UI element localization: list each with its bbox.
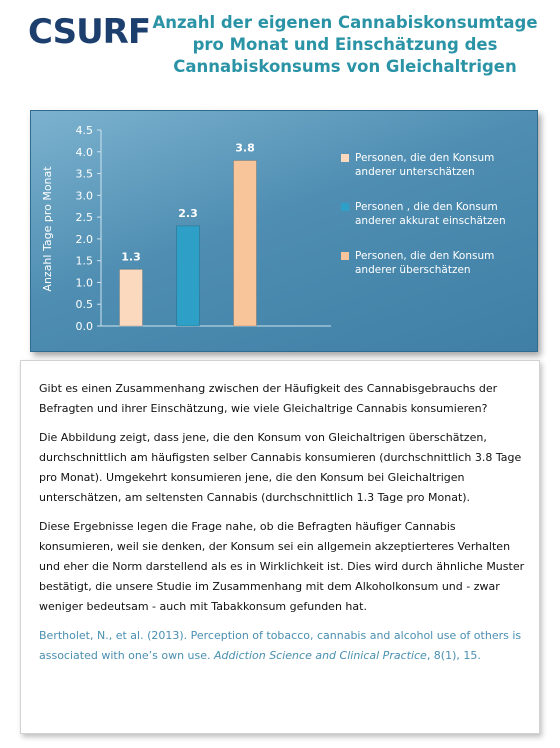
- description-text: [39, 379, 527, 675]
- citation-authors: Bertholet, N., et al. (2013). Perception of tobacco, cannabis and alcohol use of others is associated with one’s own use.: [39, 629, 522, 662]
- y-axis: [76, 124, 332, 333]
- legend-swatch-accurate: [341, 203, 349, 211]
- y-tick-label: 1.0: [75, 276, 93, 290]
- legend-label-overestimate: Personen, die den Konsum anderer überschätzen: [355, 250, 495, 276]
- citation: [39, 626, 527, 666]
- citation-volume: , 8(1), 15.: [426, 649, 481, 662]
- legend: [341, 151, 531, 298]
- chart-panel: [30, 110, 538, 352]
- csurf-logo: [28, 12, 151, 52]
- data-label: 3.8: [235, 141, 255, 155]
- y-tick-label: 4.5: [75, 124, 93, 137]
- y-axis-label: Anzahl Tage pro Monat: [41, 166, 54, 292]
- data-label: 1.3: [121, 250, 141, 264]
- legend-swatch-underestimate: [341, 154, 349, 162]
- legend-label-accurate: Personen , die den Konsum anderer akkurat einschätzen: [355, 201, 506, 227]
- bars: [120, 141, 257, 326]
- legend-label-underestimate: Personen, die den Konsum anderer unterschätzen: [355, 152, 495, 178]
- page-title: Anzahl der eigenen Cannabiskonsumtage pro Monat und Einschätzung des Cannabiskonsums von Gleichaltrigen: [152, 13, 538, 76]
- y-tick-label: 3.5: [75, 167, 93, 181]
- data-label: 2.3: [178, 206, 198, 220]
- y-tick-label: 0.0: [75, 320, 93, 333]
- bar: [120, 269, 143, 326]
- y-tick-label: 2.0: [75, 232, 93, 246]
- bar: [177, 226, 200, 326]
- legend-swatch-overestimate: [341, 252, 349, 260]
- y-tick-label: 0.5: [75, 298, 93, 312]
- citation-journal: Addiction Science and Clinical Practice: [214, 649, 427, 662]
- paragraph-interpretation: Diese Ergebnisse legen die Frage nahe, ob die Befragten häufiger Cannabis konsumieren, weil sie denken, der Konsum sei ein allgemein akzeptierteres Verhalten und eher die Norm darstellend als es in Wirklichkeit ist. Dies wird durch ähnliche Muster bestätigt, die unsere Studie im Zusammenhang mit dem Alkoholkonsum und - zwar weniger bedeutsam - auch mit Tabakkonsum gefunden hat.: [39, 520, 525, 613]
- legend-item-overestimate: [341, 249, 531, 277]
- y-tick-label: 3.0: [75, 189, 93, 203]
- y-tick-label: 4.0: [75, 145, 93, 159]
- y-tick-label: 1.5: [75, 254, 93, 268]
- y-tick-label: 2.5: [75, 211, 93, 225]
- description-panel: [20, 360, 540, 734]
- legend-item-accurate: [341, 200, 531, 228]
- legend-item-underestimate: [341, 151, 531, 179]
- paragraph-question: Gibt es einen Zusammenhang zwischen der Häufigkeit des Cannabisgebrauchs der Befragten und ihrer Einschätzung, wie viele Gleichaltrige Cannabis konsumieren?: [39, 382, 498, 415]
- bar: [234, 160, 257, 326]
- logo-text: CSURF: [28, 12, 151, 52]
- paragraph-finding: Die Abbildung zeigt, dass jene, die den Konsum von Gleichaltrigen überschätzen, durchschnittlich am häufigsten selber Cannabis konsumieren (durchschnittlich 3.8 Tage pro Monat). Umgekehrt konsumieren jene, die den Konsum bei Gleichaltrigen unterschätzen, am seltensten Cannabis (durchschnittlich 1.3 Tage pro Monat).: [39, 431, 522, 504]
